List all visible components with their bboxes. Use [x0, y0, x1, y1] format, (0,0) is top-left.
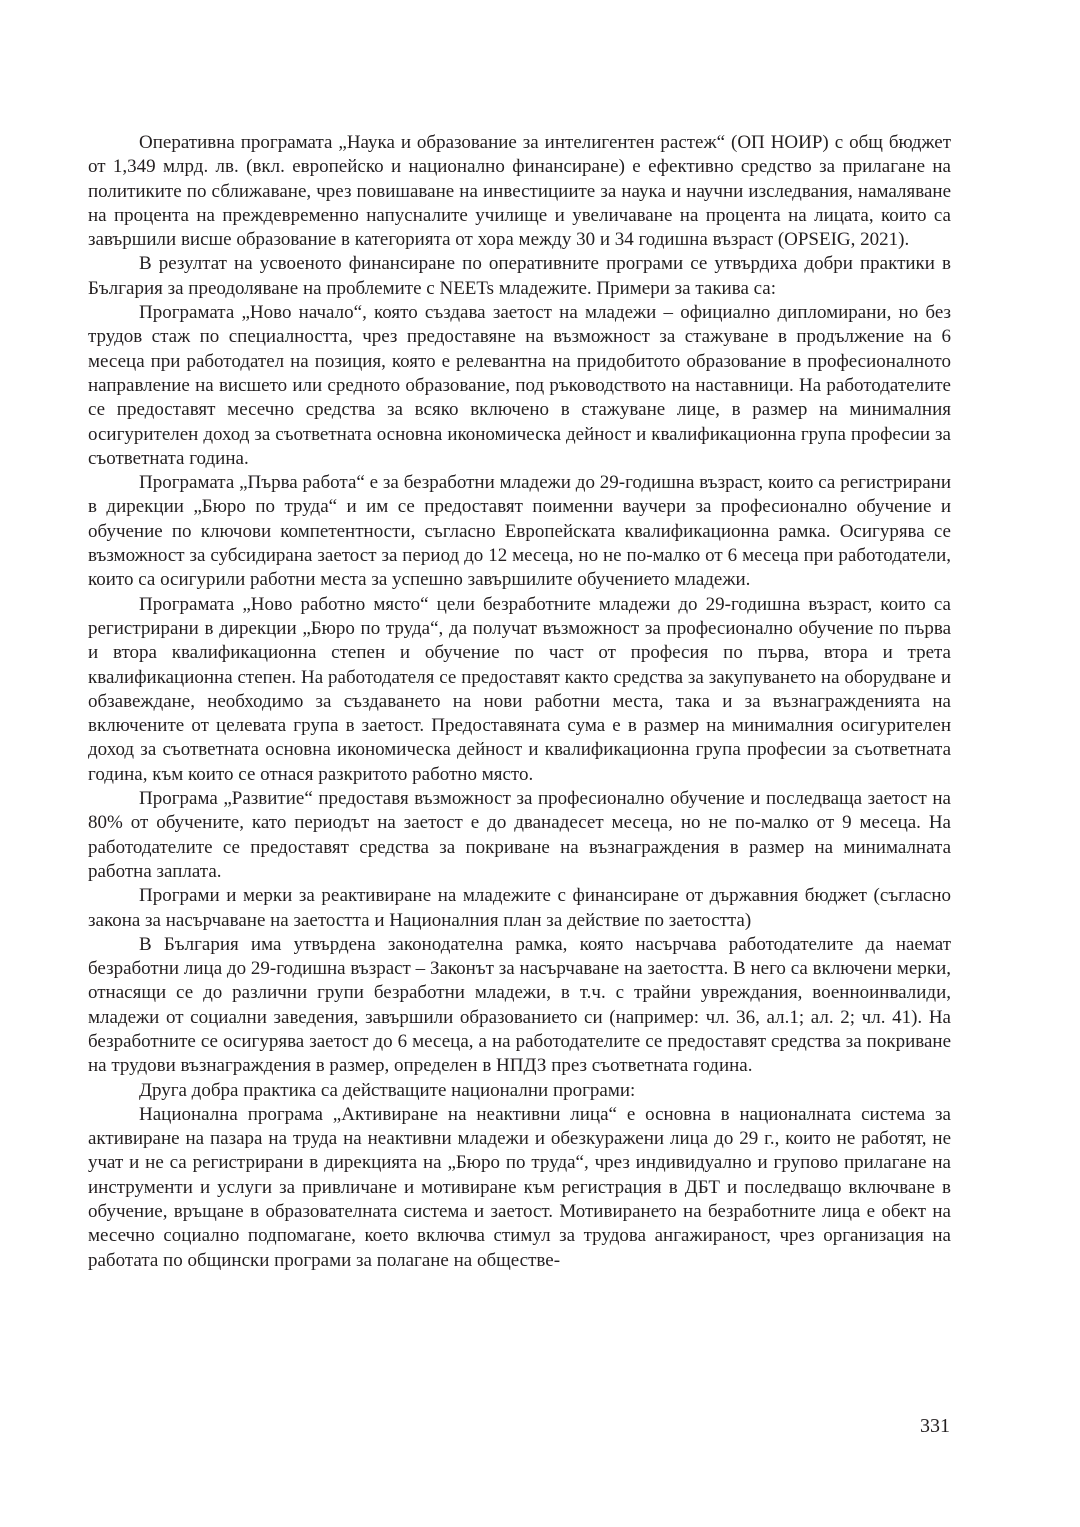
- page-body: [88, 131, 951, 1273]
- paragraph-parva-rabota: Програмата „Първа работа“ е за безработни младежи до 29-годишна възраст, които са регистрирани в дирекции „Бюро по труда“ и им се предоставят поименни ваучери за професионално обучение и обучение по ключови компетентности, съгласно Европейската квалификационна рамка. Осигурява се възможност за субсидирана заетост за период до 12 месеца, но не по-малко от 6 месеца при работодатели, които са осигурили работни места за успешно завършилите обучението младежи.: [88, 472, 951, 591]
- paragraph-op-noir: Оперативна програмата „Наука и образование за интелигентен растеж“ (ОП НОИР) с общ бюджет от 1,349 млрд. лв. (вкл. европейско и национално финансиране) е ефективно средство за прилагане на политиките по сближаване, чрез повишаване на инвестициите за наука и научни изследвания, намаляване на процента на преждевременно напусналите училище и увеличаване на процента на лицата, които са завършили висше образование в категорията от хора между 30 и 34 годишна възраст (OPSEIG, 2021).: [88, 132, 951, 251]
- paragraph-novo-nachalo: Програмата „Ново начало“, която създава заетост на младежи – официално дипломирани, но без трудов стаж по специалността, чрез предоставяне на възможност за стажуване в продължение на 6 месеца при работодател на позиция, която е релевантна на придобитото образование в професионалното направление на висшето или средното образование, под ръководството на наставници. На работодателите се предоставят месечно средства за всяко включено в стажуване лице, в размер на минималния осигурителен доход за съответната основна икономическа дейност и квалификационна група професии за съответната година.: [88, 302, 951, 469]
- paragraph-novo-rabotno-myasto: Програмата „Ново работно място“ цели безработните младежи до 29-годишна възраст, които са регистрирани в дирекции „Бюро по труда“, да получат възможност за професионално обучение по първа и втора квалификационна степен и обучение по част от професия по първа, втора и трета квалификационна степен. На работодателя се предоставят както средства за закупуването на оборудване и обзавеждане, необходимо за създаването на нови работни места, така и за възнагражденията на включените от целевата група в заетост. Предоставяната сума е в размер на минималния осигурителен доход за съответната основна икономическа дейност и квалификационна група професии за съответната година, към които се отнася разкритото работно място.: [88, 593, 951, 785]
- paragraph-good-practices-intro: В резултат на усвоеното финансиране по оперативните програми се утвърдиха добри практики в България за преодоляване на проблемите с NEETs младежите. Примери за такива са:: [88, 253, 951, 299]
- page-number: 331: [920, 1415, 950, 1437]
- paragraph-national-programs-intro: Друга добра практика са действащите национални програми:: [139, 1079, 636, 1101]
- paragraph-razvitie: Програма „Развитие“ предоставя възможност за професионално обучение и последваща заетост на 80% от обучените, като периодът на заетост е до дванадесет месеца, но не по-малко от 9 месеца. На работодателите се предоставят средства за покриване на възнаграждения в размер на минималната работна заплата.: [88, 788, 951, 882]
- paragraph-activating-inactive: Национална програма „Активиране на неактивни лица“ е основна в националната система за активиране на пазара на труда на неактивни младежи и обезкуражени лица до 29 г., които не работят, не учат и не са регистрирани в дирекцията на „Бюро по труда“, чрез индивидуално и групово прилагане на инструменти и услуги за привличане и мотивиране към регистрация в ДБТ и последващо включване в обучение, връщане в образователната система и заетост. Мотивирането на безработните лица е обект на месечно социално подпомагане, което включва стимул за трудова ангажираност, чрез организация на работата по общински програми за полагане на обществе-: [88, 1103, 951, 1271]
- paragraph-state-budget-programs: Програми и мерки за реактивиране на младежите с финансиране от държавния бюджет (съгласно закона за насърчаване на заетостта и Националния план за действие по заетостта): [88, 885, 951, 931]
- paragraph-legislative-framework: В България има утвърдена законодателна рамка, която насърчава работодателите да наемат безработни лица до 29-годишна възраст – Законът за насърчаване на заетостта. В него са включени мерки, отнасящи се до различни групи безработни младежи, в т.ч. с трайни увреждания, военноинвалиди, младежи от социални заведения, завършили образованието си (например: чл. 36, ал.1; ал. 2; чл. 41). На безработните се осигурява заетост до 6 месеца, а на работодателите се предоставят средства за покриване на трудови възнаграждения в размер, определен в НПДЗ през съответната година.: [88, 933, 951, 1077]
